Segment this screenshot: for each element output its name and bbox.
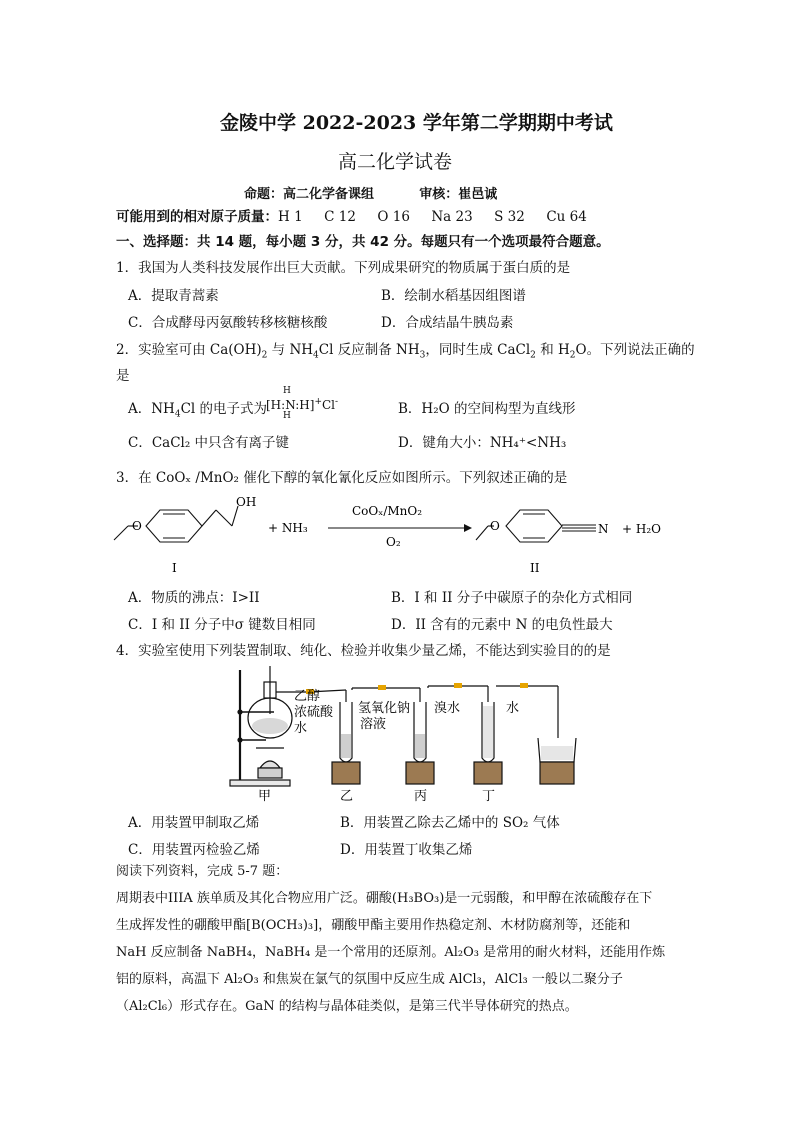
benzene-ring-I [146, 510, 202, 542]
q3-option-c: C．I 和 II 分子中σ 键数目相同 [128, 617, 316, 633]
reading-line-1: 周期表中IIIA 族单质及其化合物应用广泛。硼酸(H₃BO₃)是一元弱酸，和甲醇在浓硫酸存在下 [116, 891, 653, 906]
q1-option-a: A．提取青蒿素 [128, 288, 219, 304]
q2-option-a: A．$NH_4Cl$ 的电子式为 [128, 401, 268, 420]
q3-option-d: D．II 含有的元素中 N 的电负性最大 [391, 617, 613, 633]
n-atom-II: N [598, 522, 609, 536]
label-bing: 丙 [414, 789, 428, 802]
atomic-masses-values: H 1 C 12 O 16 Na 23 S 32 Cu 64 [278, 209, 587, 225]
q1-option-b: B．绘制水稻基因组图谱 [381, 288, 526, 304]
q4-option-c: C．用装置丙检验乙烯 [128, 842, 260, 858]
plus-h2o: + H₂O [622, 522, 661, 536]
flask-liquid [252, 718, 288, 734]
label-water-jia: 水 [294, 721, 308, 736]
q2-option-c: C．CaCl₂ 中只含有离子键 [128, 435, 290, 451]
atomic-masses-label: 可能用到的相对原子质量： [116, 209, 278, 225]
q4-stem: 4．实验室使用下列装置制取、纯化、检验并收集少量乙烯，不能达到实验目的的是 [116, 643, 611, 659]
q1-option-c: C．合成酵母丙氨酸转移核糖核酸 [128, 315, 328, 331]
atomic-masses-line [116, 205, 587, 225]
label-ding: 丁 [482, 789, 496, 802]
o2-label: O₂ [386, 535, 401, 549]
burner-flame [260, 761, 280, 768]
q2-option-b: B．H₂O 的空间构型为直线形 [398, 401, 576, 417]
exam-title: 金陵中学 2022-2023 学年第二学期期中考试 [220, 112, 613, 134]
connector-2 [378, 685, 386, 690]
reading-intro: 阅读下列资料，完成 5-7 题： [116, 864, 289, 879]
benzene-ring-II [506, 510, 562, 542]
q1-stem: 1．我国为人类科技发展作出巨大贡献。下列成果研究的物质属于蛋白质的是 [116, 260, 571, 276]
label-yi: 乙 [340, 789, 354, 802]
oh-label: OH [236, 495, 257, 509]
label-conc-acid: 浓硫酸 [294, 705, 334, 720]
label-water-ding: 水 [506, 701, 520, 716]
stand-base [230, 780, 290, 786]
q4-apparatus-diagram [228, 662, 588, 802]
methyl-bond-left [114, 526, 128, 540]
q1-option-d: D．合成结晶牛胰岛素 [381, 315, 514, 331]
section1-heading: 一、选择题：共 14 题，每小题 3 分，共 42 分。每题只有一个选项最符合题意。 [116, 234, 610, 250]
q2-electron-formula: [H:N:H]+Cl- [266, 397, 339, 412]
q2-option-d: D．键角大小：NH₄⁺<NH₃ [398, 435, 567, 451]
label-II: II [530, 561, 540, 575]
apparatus-jia [230, 666, 346, 786]
label-jia: 甲 [258, 789, 272, 802]
label-ethanol: 乙醇 [294, 689, 321, 704]
q3-option-b: B．I 和 II 分子中碳原子的杂化方式相同 [391, 590, 633, 606]
label-I: I [172, 561, 177, 575]
reading-line-3: NaH 反应制备 NaBH₄，NaBH₄ 是一个常用的还原剂。Al₂O₃ 是常用的耐火材料，还能用作炼 [116, 945, 666, 960]
apparatus-yi [332, 702, 360, 784]
reading-line-4: 铝的原料，高温下 Al₂O₃ 和焦炭在氯气的氛围中反应生成 AlCl₃，AlCl₃ 一般以二聚分子 [116, 972, 623, 987]
q2-electron-h-top: H [283, 386, 291, 396]
catalyst-label: CoOₓ/MnO₂ [352, 504, 423, 518]
q4-option-d: D．用装置丁收集乙烯 [340, 842, 473, 858]
q3-reaction-diagram [110, 488, 690, 580]
apparatus-ding [474, 702, 502, 784]
beaker [538, 738, 576, 784]
reaction-arrowhead [464, 524, 472, 532]
q2-stem-continued: 是 [116, 368, 130, 384]
o-atom-II: O [490, 519, 500, 533]
label-naoh: 氢氧化钠 [358, 701, 411, 716]
reading-line-5: （Al₂Cl₆）形式存在。GaN 的结构与晶体硅类似，是第三代半导体研究的热点。 [116, 999, 578, 1014]
q4-option-a: A．用装置甲制取乙烯 [128, 815, 260, 831]
q2-electron-h-bottom: H [283, 411, 291, 421]
q2-stem: 2．实验室可由 $Ca(OH)_2$ 与 $NH_4Cl$ 反应制备 $NH_3$，同时生成 CaCl$_2$ 和 $H_2O$。下列说法正确的 [116, 342, 695, 361]
q3-option-a: A．物质的沸点：I>II [128, 590, 260, 606]
burner [258, 768, 282, 778]
plus-nh3: + NH₃ [268, 521, 308, 535]
reading-line-2: 生成挥发性的硼酸甲酯[B(OCH₃)₃]，硼酸甲酯主要用作热稳定剂、木材防腐剂等，还能和 [116, 918, 631, 933]
o-atom-I: O [132, 519, 142, 533]
label-solution: 溶液 [360, 717, 387, 732]
apparatus-bing [406, 702, 434, 784]
exam-subtitle: 高二化学试卷 [338, 151, 453, 173]
label-bromine-water: 溴水 [434, 701, 461, 716]
connector-3 [454, 683, 462, 688]
q3-stem: 3．在 CoOₓ /MnO₂ 催化下醇的氧化氰化反应如图所示。下列叙述正确的是 [116, 470, 568, 486]
connector-4 [520, 683, 528, 688]
authors-line: 命题：高二化学备课组 审核：崔邑诚 [244, 187, 498, 202]
q4-option-b: B．用装置乙除去乙烯中的 SO₂ 气体 [340, 815, 560, 831]
